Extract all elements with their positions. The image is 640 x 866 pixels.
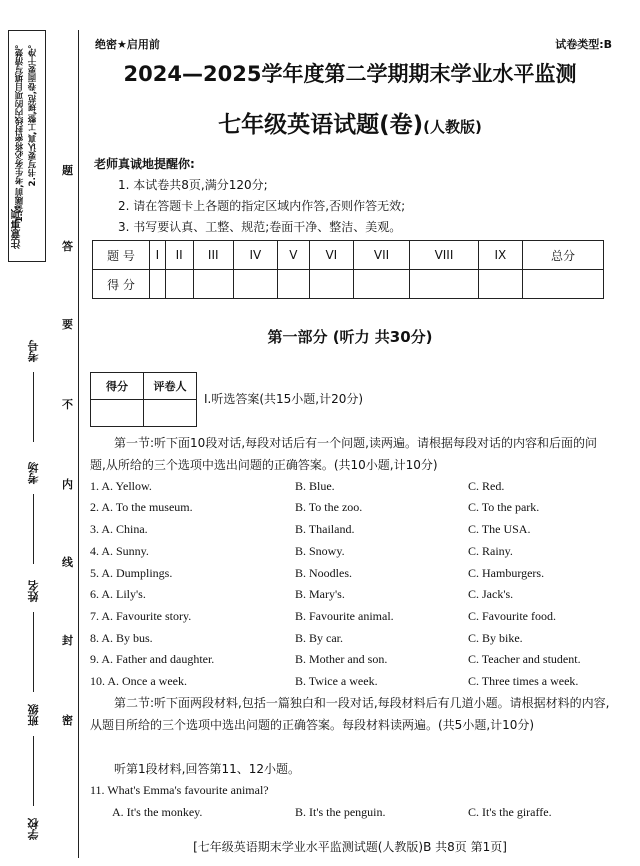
question-option-c: C. To the park. — [468, 500, 540, 514]
score-table — [92, 240, 604, 299]
field-rule-exam-number[interactable] — [33, 372, 34, 442]
seal-char: 内 — [62, 478, 73, 491]
score-cell[interactable] — [233, 270, 277, 299]
field-label-name: 姓名 — [27, 580, 40, 602]
seal-char: 不 — [62, 398, 73, 411]
score-cell[interactable] — [410, 270, 479, 299]
question-option-c: C. Jack's. — [468, 587, 514, 601]
section1-intro: 第一节:听下面10段对话,每段对话后有一个问题,读两遍。请根据每段对话的内容和后面的问题,从所给的三个选项中选出问题的正确答案。(共10小题,计10分) — [90, 436, 597, 472]
field-label-class: 班级 — [27, 704, 40, 726]
field-label-school: 学校 — [27, 818, 40, 840]
score-table-score-row — [93, 270, 604, 299]
question-option-b: B. Thailand. — [295, 522, 355, 536]
question-option-a: 5. A. Dumplings. — [90, 566, 173, 580]
paper-type: 试卷类型:B — [555, 38, 612, 51]
part1-title: 第一部分 (听力 共30分) — [267, 328, 433, 346]
question-option-c: C. It's the giraffe. — [468, 805, 552, 819]
question-option-b: B. To the zoo. — [295, 500, 363, 514]
question-option-a: 6. A. Lily's. — [90, 587, 146, 601]
edition-text: (人教版) — [423, 118, 482, 136]
page-footer: [七年级英语期末学业水平监测试题(人教版)B 共8页 第1页] — [193, 840, 507, 854]
question-option-c: C. The USA. — [468, 522, 531, 536]
question-option-b: B. Snowy. — [295, 544, 345, 558]
section1-title: I.听选答案(共15小题,计20分) — [204, 392, 364, 406]
question-option-b: B. Twice a week. — [295, 674, 378, 688]
reminder-item: 1. 本试卷共8页,满分120分; — [118, 178, 268, 192]
field-rule-class[interactable] — [33, 736, 34, 806]
notice-title: 注意事项: — [12, 205, 23, 249]
question-option-a: 8. A. By bus. — [90, 631, 153, 645]
score-cell[interactable] — [277, 270, 309, 299]
seal-char: 密 — [62, 714, 73, 727]
grader-header-reviewer: 评卷人 — [144, 373, 197, 400]
score-col-header-total: 总分 — [523, 241, 604, 270]
score-row-label: 得 分 — [93, 270, 150, 299]
score-col-header: IV — [233, 241, 277, 270]
score-col-header: V — [277, 241, 309, 270]
question-option-b: B. Noodles. — [295, 566, 352, 580]
question-option-b: B. Mother and son. — [295, 652, 388, 666]
field-label-exam-room: 考场 — [27, 462, 40, 484]
question-option-a: 7. A. Favourite story. — [90, 609, 192, 623]
score-cell[interactable] — [353, 270, 409, 299]
seal-char: 要 — [62, 318, 73, 331]
seal-char: 线 — [62, 556, 73, 569]
score-cell-total[interactable] — [523, 270, 604, 299]
score-col-header: VII — [353, 241, 409, 270]
score-col-header: I — [150, 241, 166, 270]
question-option-c: C. Red. — [468, 479, 505, 493]
question-option-c: C. Rainy. — [468, 544, 513, 558]
question-option-c: C. By bike. — [468, 631, 523, 645]
question-11-stem: 11. What's Emma's favourite animal? — [90, 783, 269, 797]
question-option-b: B. It's the penguin. — [295, 805, 386, 819]
grader-score-cell[interactable] — [91, 400, 144, 427]
field-label-exam-number: 考号 — [27, 340, 40, 362]
question-option-a: 9. A. Father and daughter. — [90, 652, 215, 666]
score-table-header-row — [93, 241, 604, 270]
score-cell[interactable] — [478, 270, 522, 299]
reminder-item: 3. 书写要认真、工整、规范;卷面干净、整洁、美观。 — [118, 220, 402, 234]
reminder-item: 2. 请在答题卡上各题的指定区域内作答,否则作答无效; — [118, 199, 406, 213]
secret-mark: 绝密★启用前 — [95, 38, 160, 51]
score-cell[interactable] — [150, 270, 166, 299]
seal-char: 封 — [62, 634, 73, 647]
notice-line-1: 1.答题前,考生务必将密封线内的项目填写清楚。 — [15, 40, 25, 223]
question-option-c: C. Favourite food. — [468, 609, 556, 623]
score-col-header: III — [193, 241, 233, 270]
question-option-a: 2. A. To the museum. — [90, 500, 193, 514]
binding-line — [78, 30, 79, 858]
question-option-a: 4. A. Sunny. — [90, 544, 149, 558]
question-option-a: 3. A. China. — [90, 522, 148, 536]
question-option-b: B. Mary's. — [295, 587, 345, 601]
score-cell[interactable] — [309, 270, 353, 299]
notice-line-2: 2.书写要认真,工整,规范,卷面要干净。 — [28, 40, 38, 187]
grader-reviewer-cell[interactable] — [144, 400, 197, 427]
score-cell[interactable] — [193, 270, 233, 299]
score-col-header: VIII — [410, 241, 479, 270]
seal-char: 题 — [62, 164, 73, 177]
question-option-b: B. By car. — [295, 631, 343, 645]
field-rule-exam-room[interactable] — [33, 494, 34, 564]
question-option-c: C. Teacher and student. — [468, 652, 581, 666]
reminder-heading: 老师真诚地提醒你: — [94, 157, 195, 171]
score-col-header: VI — [309, 241, 353, 270]
question-option-b: B. Favourite animal. — [295, 609, 394, 623]
grader-table — [90, 372, 197, 427]
score-col-header: II — [165, 241, 193, 270]
exam-title: 2024—2025学年度第二学期期末学业水平监测 — [123, 62, 577, 86]
field-rule-name[interactable] — [33, 612, 34, 692]
score-cell[interactable] — [165, 270, 193, 299]
question-option-c: C. Three times a week. — [468, 674, 579, 688]
question-option-a: A. It's the monkey. — [112, 805, 203, 819]
score-col-header: IX — [478, 241, 522, 270]
grader-header-score: 得分 — [91, 373, 144, 400]
material1-note: 听第1段材料,回答第11、12小题。 — [114, 762, 300, 776]
score-row-label: 题 号 — [93, 241, 150, 270]
section2-intro: 第二节:听下面两段材料,包括一篇独白和一段对话,每段材料后有几道小题。请根据材料的内容,从题目所给的三个选项中选出问题的正确答案。每段材料读两遍。(共5小题,计10分) — [90, 696, 610, 732]
question-option-c: C. Hamburgers. — [468, 566, 545, 580]
question-option-a: 1. A. Yellow. — [90, 479, 152, 493]
seal-char: 答 — [62, 240, 73, 253]
subtitle-text: 七年级英语试题(卷) — [218, 112, 424, 138]
question-option-b: B. Blue. — [295, 479, 335, 493]
question-option-a: 10. A. Once a week. — [90, 674, 187, 688]
exam-subtitle — [90, 106, 610, 139]
